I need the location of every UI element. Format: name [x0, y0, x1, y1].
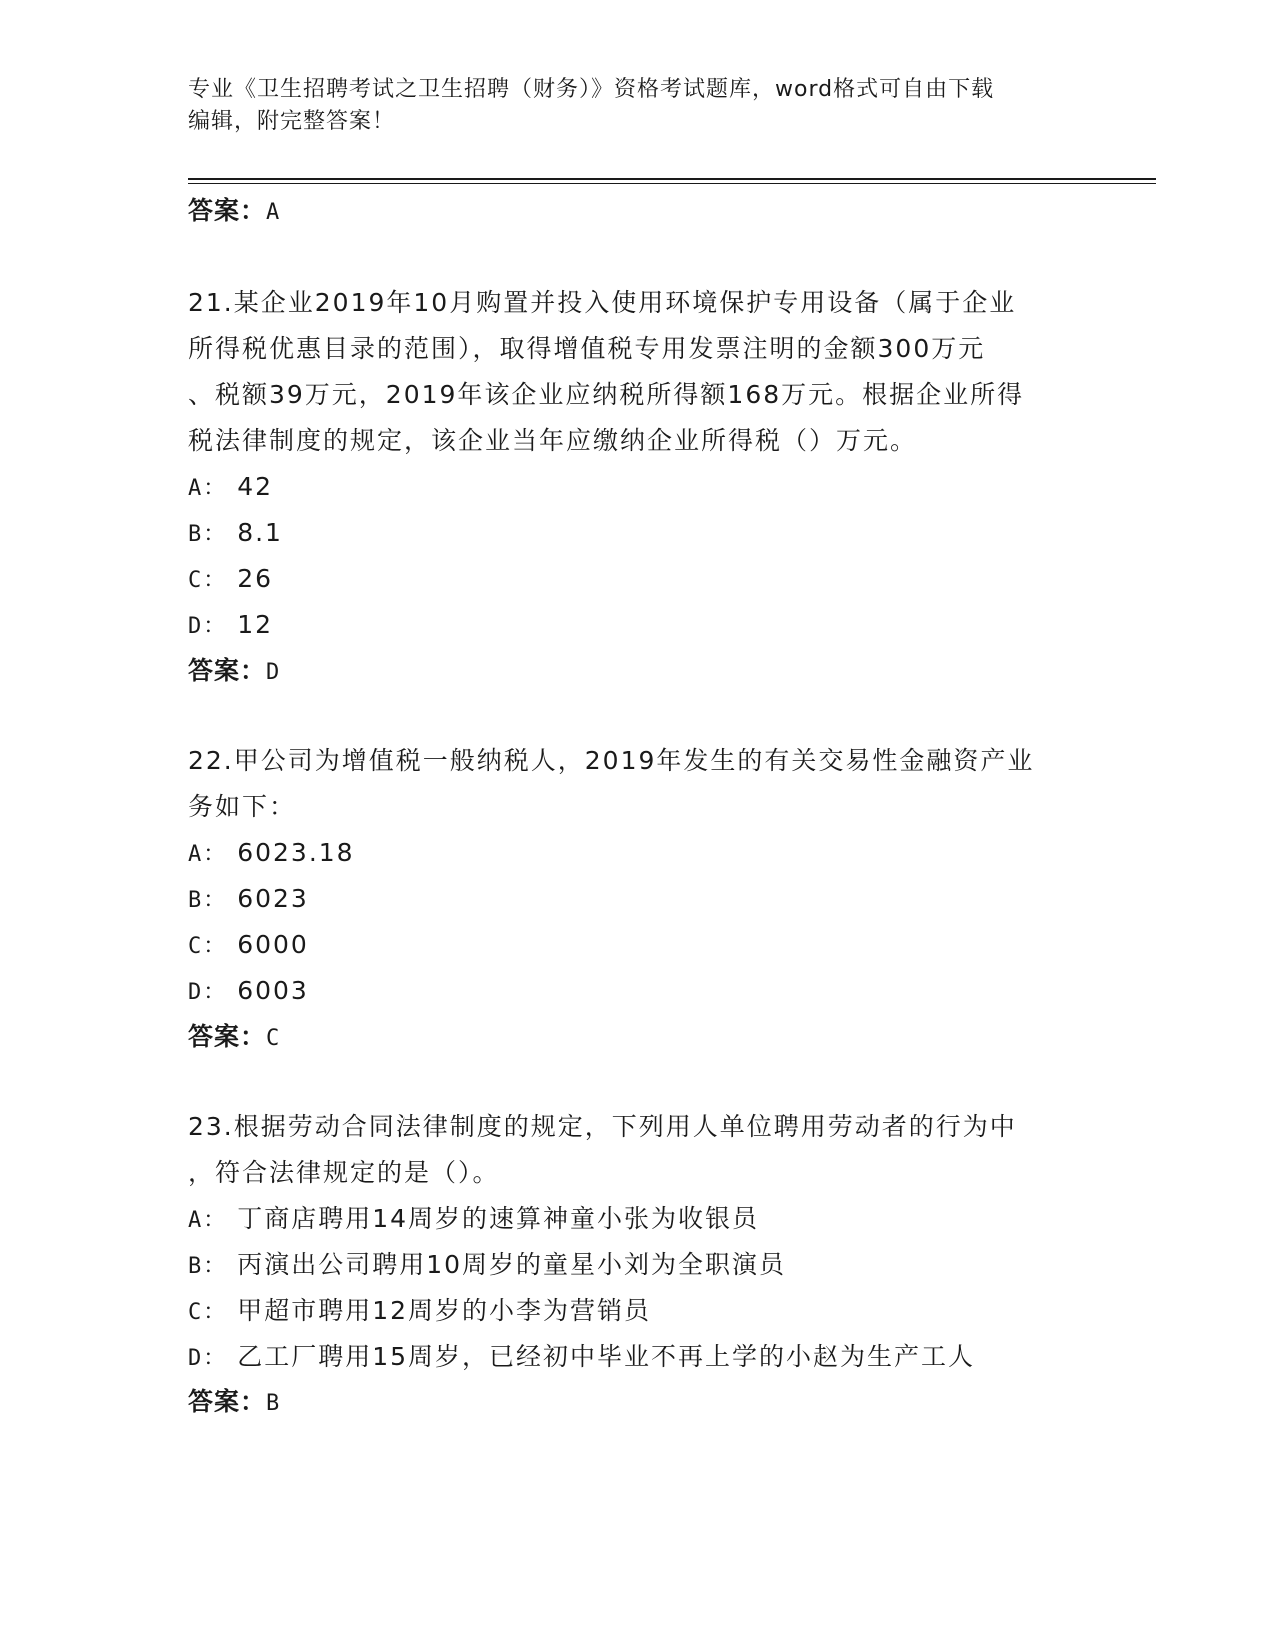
option-text: 乙工厂聘用15周岁，已经初中毕业不再上学的小赵为生产工人 — [237, 1342, 976, 1371]
question-23 — [188, 1104, 1088, 1380]
option-key: B： — [188, 888, 228, 913]
question-stem — [188, 280, 1088, 464]
stem-line: 22.甲公司为增值税一般纳税人，2019年发生的有关交易性金融资产业 — [188, 746, 1035, 775]
answer-label: 答案： — [188, 1387, 267, 1416]
stem-line: 务如下： — [188, 792, 297, 821]
option-text: 6023.18 — [237, 838, 355, 867]
option-text: 丁商店聘用14周岁的速算神童小张为收银员 — [237, 1204, 760, 1233]
option-text: 丙演出公司聘用10周岁的童星小刘为全职演员 — [237, 1250, 787, 1279]
answer-value: C — [266, 1026, 281, 1051]
stem-line: ，符合法律规定的是（）。 — [188, 1158, 500, 1187]
stem-line: 税法律制度的规定，该企业当年应缴纳企业所得税（）万元。 — [188, 426, 918, 455]
header-line-1: 专业《卫生招聘考试之卫生招聘（财务）》资格考试题库，word格式可自由下载 — [188, 77, 995, 102]
stem-line: 23.根据劳动合同法律制度的规定，下列用人单位聘用劳动者的行为中 — [188, 1112, 1017, 1141]
option-key: B： — [188, 522, 228, 547]
option-b — [188, 1242, 1088, 1288]
answer-line-22 — [188, 1021, 280, 1055]
option-c — [188, 1288, 1088, 1334]
option-a — [188, 830, 1088, 876]
option-text: 26 — [237, 564, 274, 593]
answer-line-20 — [188, 195, 280, 229]
option-key: D： — [188, 614, 228, 639]
option-text: 6023 — [237, 884, 309, 913]
answer-label: 答案： — [188, 196, 267, 225]
option-key: C： — [188, 1300, 228, 1325]
page-header — [188, 74, 1068, 138]
option-c — [188, 556, 1088, 602]
option-a — [188, 1196, 1088, 1242]
question-stem — [188, 738, 1088, 830]
option-b — [188, 510, 1088, 556]
option-a — [188, 464, 1088, 510]
stem-line: 21.某企业2019年10月购置并投入使用环境保护专用设备（属于企业 — [188, 288, 1017, 317]
option-key: A： — [188, 476, 228, 501]
option-key: C： — [188, 934, 228, 959]
header-divider-thin — [188, 183, 1156, 184]
option-text: 6003 — [237, 976, 309, 1005]
option-key: D： — [188, 1346, 228, 1371]
answer-line-23 — [188, 1386, 280, 1420]
option-text: 12 — [237, 610, 274, 639]
option-text: 8.1 — [237, 518, 283, 547]
answer-label: 答案： — [188, 1022, 267, 1051]
option-text: 6000 — [237, 930, 309, 959]
stem-line: 、税额39万元，2019年该企业应纳税所得额168万元。根据企业所得 — [188, 380, 1025, 409]
answer-label: 答案： — [188, 656, 267, 685]
option-key: D： — [188, 980, 228, 1005]
question-21 — [188, 280, 1088, 648]
option-key: B： — [188, 1254, 228, 1279]
answer-value: B — [266, 1391, 281, 1416]
option-text: 甲超市聘用12周岁的小李为营销员 — [237, 1296, 652, 1325]
question-stem — [188, 1104, 1088, 1196]
option-text: 42 — [237, 472, 274, 501]
header-line-2: 编辑，附完整答案！ — [188, 109, 396, 134]
option-d — [188, 602, 1088, 648]
answer-line-21 — [188, 655, 280, 689]
answer-value: A — [266, 200, 281, 225]
option-key: C： — [188, 568, 228, 593]
header-divider-thick — [188, 178, 1156, 180]
option-d — [188, 968, 1088, 1014]
option-key: A： — [188, 1208, 228, 1233]
option-c — [188, 922, 1088, 968]
answer-value: D — [266, 660, 281, 685]
option-d — [188, 1334, 1088, 1380]
question-22 — [188, 738, 1088, 1014]
stem-line: 所得税优惠目录的范围），取得增值税专用发票注明的金额300万元 — [188, 334, 986, 363]
option-b — [188, 876, 1088, 922]
option-key: A： — [188, 842, 228, 867]
